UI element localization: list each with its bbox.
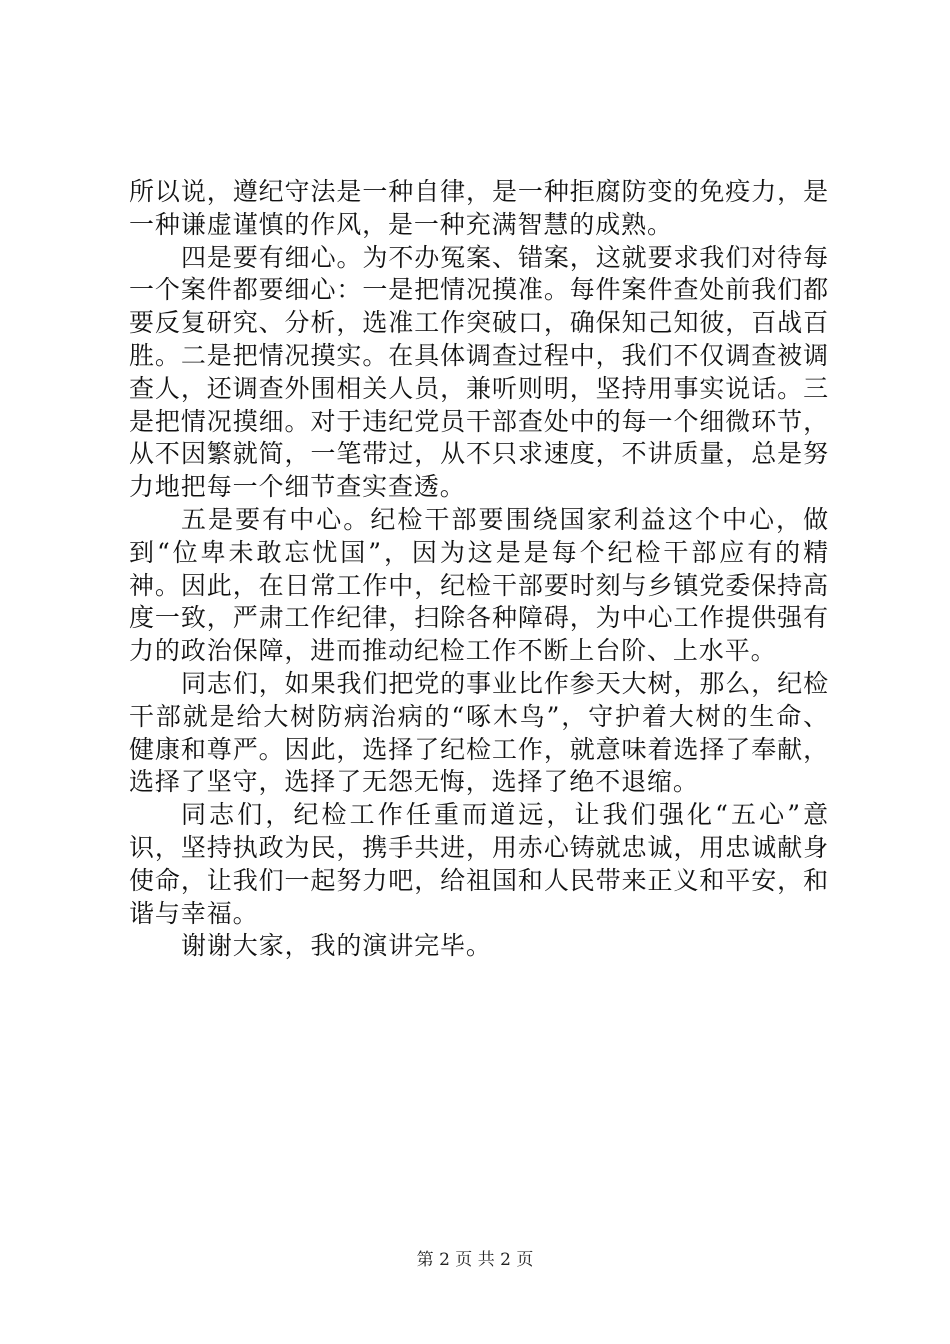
paragraph-5: 同志们，纪检工作任重而道远，让我们强化“五心”意识，坚持执政为民，携手共进，用赤心铸就忠诚，用忠诚献身使命，让我们一起努力吧，给祖国和人民带来正义和平安，和谐与幸福。 [129,800,829,928]
paragraph-6: 谢谢大家，我的演讲完毕。 [181,931,492,961]
document-body [129,176,829,963]
page-number-footer: 第 2 页 共 2 页 [416,1250,534,1270]
paragraph-3: 五是要有中心。纪检干部要围绕国家利益这个中心，做到“位卑未敢忘忧国”，因为这是是每个纪检干部应有的精神。因此，在日常工作中，纪检干部要时刻与乡镇党委保持高度一致，严肃工作纪律，扫除各种障碍，为中心工作提供强有力的政治保障，进而推动纪检工作不断上台阶、上水平。 [129,504,829,666]
paragraph-1: 所以说，遵纪守法是一种自律，是一种拒腐防变的免疫力，是一种谦虚谨慎的作风，是一种充满智慧的成熟。 [129,177,829,239]
paragraph-2: 四是要有细心。为不办冤案、错案，这就要求我们对待每一个案件都要细心：一是把情况摸准。每件案件查处前我们都要反复研究、分析，选准工作突破口，确保知己知彼，百战百胜。二是把情况摸实。在具体调查过程中，我们不仅调查被调查人，还调查外围相关人员，兼听则明，坚持用事实说话。三是把情况摸细。对于违纪党员干部查处中的每一个细微环节，从不因繁就简，一笔带过，从不只求速度，不讲质量，总是努力地把每一个细节查实查透。 [129,242,829,502]
paragraph-4: 同志们，如果我们把党的事业比作参天大树，那么，纪检干部就是给大树防病治病的“啄木鸟”，守护着大树的生命、健康和尊严。因此，选择了纪检工作，就意味着选择了奉献，选择了坚守，选择了无怨无悔，选择了绝不退缩。 [129,668,829,797]
